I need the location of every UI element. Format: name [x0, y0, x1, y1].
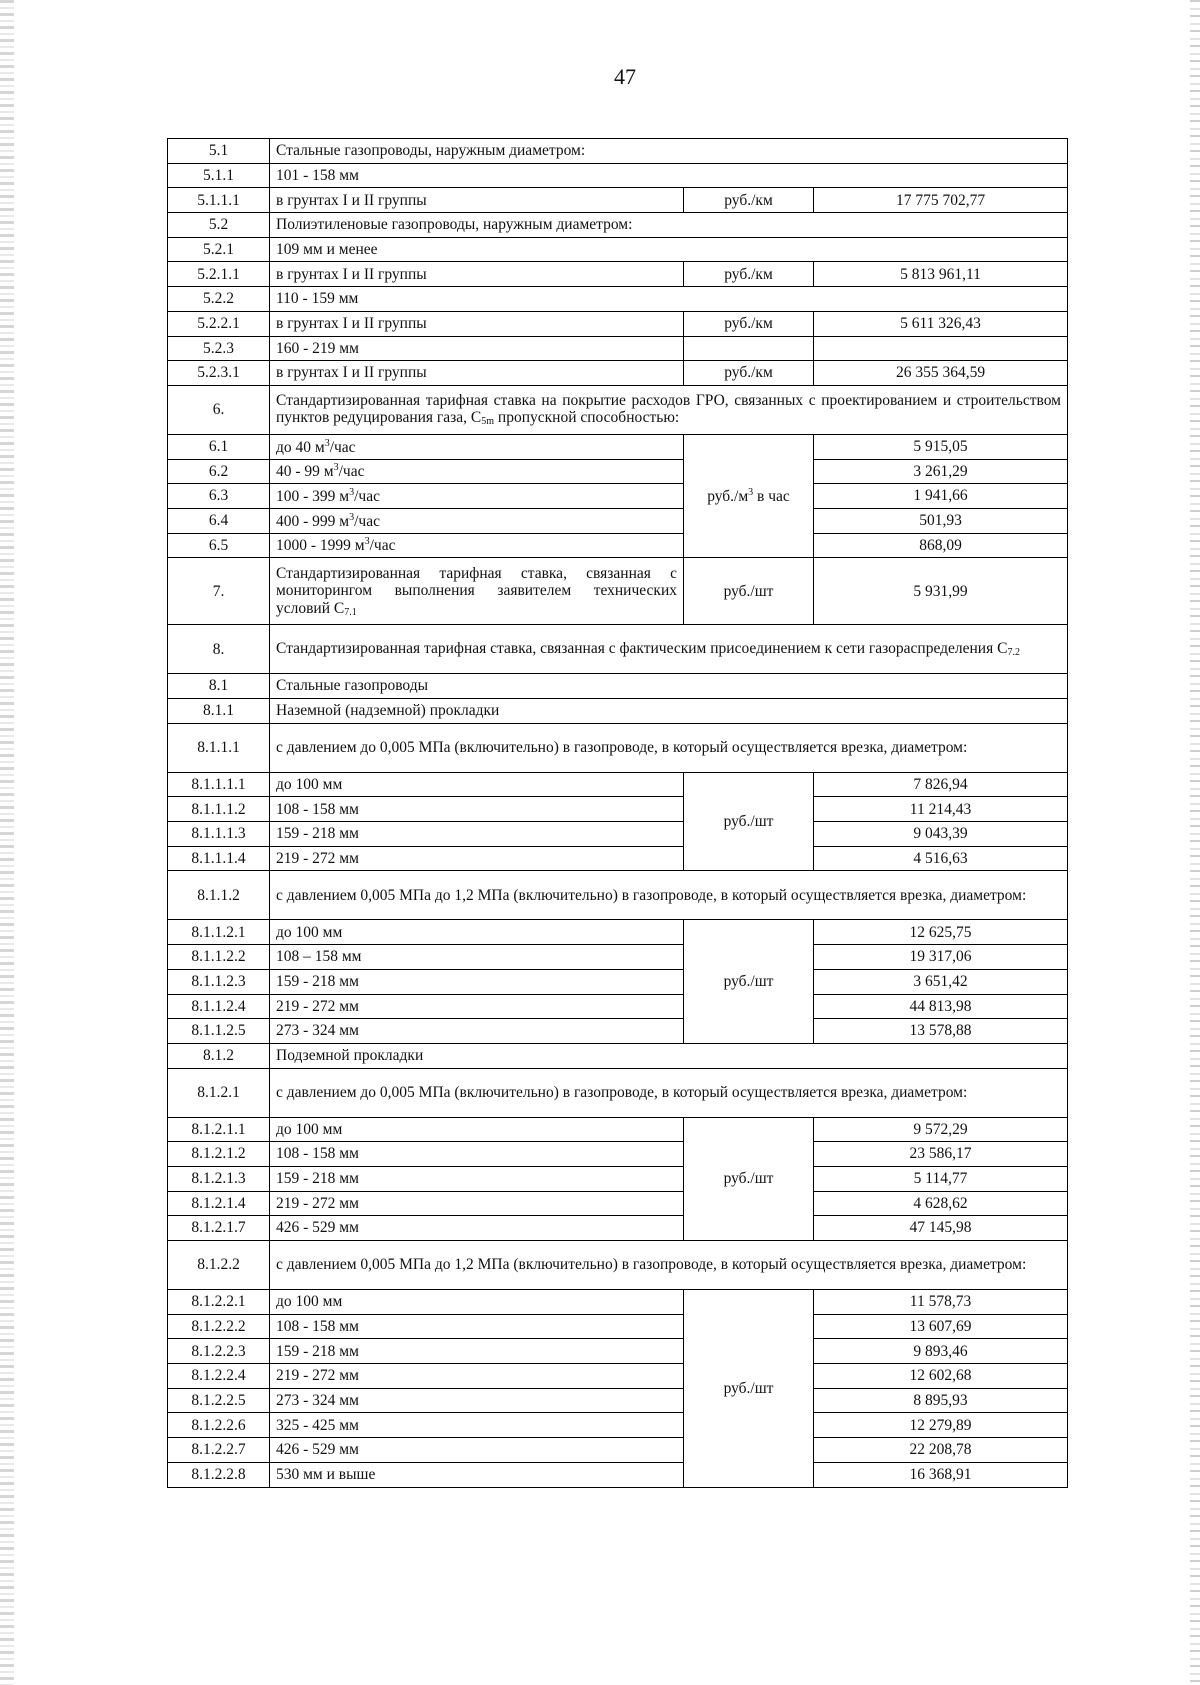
table-row	[168, 311, 1068, 336]
row-price: 868,09	[814, 533, 1068, 558]
row-price: 13 578,88	[814, 1019, 1068, 1044]
row-price: 26 355 364,59	[814, 361, 1068, 386]
table-row	[168, 1043, 1068, 1068]
row-price: 12 602,68	[814, 1364, 1068, 1389]
row-price: 5 114,77	[814, 1166, 1068, 1191]
row-unit: руб./км	[684, 262, 814, 287]
row-number: 8.1.2.1.3	[168, 1166, 270, 1191]
row-number: 8.1.1.2.5	[168, 1019, 270, 1044]
row-name: 159 - 218 мм	[270, 822, 684, 847]
row-number: 5.1	[168, 139, 270, 164]
row-name: 426 - 529 мм	[270, 1438, 684, 1463]
table-row	[168, 822, 1068, 847]
row-number: 8.1.2	[168, 1043, 270, 1068]
row-name: до 100 мм	[270, 920, 684, 945]
table-row	[168, 797, 1068, 822]
row-number: 8.1.2.1	[168, 1068, 270, 1117]
row-price: 12 279,89	[814, 1413, 1068, 1438]
row-number: 8.1.2.1.1	[168, 1117, 270, 1142]
merged-unit-cell: руб./шт	[684, 1117, 814, 1240]
row-price: 8 895,93	[814, 1388, 1068, 1413]
row-unit: руб./км	[684, 188, 814, 213]
row-number: 8.1.1.1.1	[168, 772, 270, 797]
row-number: 8.1.1.2	[168, 871, 270, 920]
table-row	[168, 139, 1068, 164]
row-number: 5.2	[168, 213, 270, 238]
row-price: 4 628,62	[814, 1191, 1068, 1216]
row-number: 8.1.2.1.2	[168, 1142, 270, 1167]
table-row	[168, 846, 1068, 871]
table-row	[168, 1290, 1068, 1315]
row-price: 16 368,91	[814, 1462, 1068, 1487]
merged-unit-cell: руб./шт	[684, 772, 814, 871]
row-name: с давлением до 0,005 МПа (включительно) в газопроводе, в который осуществляется врезка, диаметром:	[270, 723, 1068, 772]
row-number: 8.1.1.1.3	[168, 822, 270, 847]
row-price: 3 261,29	[814, 459, 1068, 484]
table-row	[168, 1166, 1068, 1191]
row-price: 5 611 326,43	[814, 311, 1068, 336]
scan-right-edge	[1190, 0, 1200, 1685]
table-row	[168, 533, 1068, 558]
row-price: 7 826,94	[814, 772, 1068, 797]
table-row	[168, 385, 1068, 434]
row-name: 273 - 324 мм	[270, 1388, 684, 1413]
row-name: до 40 $м^3$/час	[270, 434, 684, 459]
row-price	[814, 336, 1068, 361]
table-row	[168, 1388, 1068, 1413]
table-row	[168, 1117, 1068, 1142]
row-name: до 100 мм	[270, 772, 684, 797]
row-number: 8.1	[168, 674, 270, 699]
row-name: с давлением 0,005 МПа до 1,2 МПа (включительно) в газопроводе, в который осуществляется врезка, диаметром:	[270, 1241, 1068, 1290]
row-price: 13 607,69	[814, 1314, 1068, 1339]
row-price: 9 893,46	[814, 1339, 1068, 1364]
row-price: 501,93	[814, 508, 1068, 533]
table-row	[168, 1339, 1068, 1364]
row-name: 110 - 159 мм	[270, 287, 1068, 312]
table-row	[168, 871, 1068, 920]
table-row	[168, 1216, 1068, 1241]
table-row	[168, 188, 1068, 213]
page-number: 47	[614, 64, 636, 89]
row-name: в грунтах I и II группы	[270, 361, 684, 386]
row-number: 8.1.2.2.2	[168, 1314, 270, 1339]
row-number: 8.1.2.2.7	[168, 1438, 270, 1463]
row-price: 9 572,29	[814, 1117, 1068, 1142]
row-price: 12 625,75	[814, 920, 1068, 945]
row-name: 100 - 399 $м^3$/час	[270, 484, 684, 509]
row-price: 19 317,06	[814, 945, 1068, 970]
row-unit: руб./км	[684, 311, 814, 336]
row-name: 219 - 272 мм	[270, 846, 684, 871]
row-price: 11 578,73	[814, 1290, 1068, 1315]
row-unit: руб./км	[684, 361, 814, 386]
row-number: 6.3	[168, 484, 270, 509]
row-name: 109 мм и менее	[270, 237, 1068, 262]
table-row	[168, 920, 1068, 945]
table-row	[168, 723, 1068, 772]
row-price: 11 214,43	[814, 797, 1068, 822]
table-row	[168, 1364, 1068, 1389]
row-name: 1000 - 1999 $м^3$/час	[270, 533, 684, 558]
table-row	[168, 674, 1068, 699]
row-number: 5.2.3	[168, 336, 270, 361]
table-row	[168, 163, 1068, 188]
row-name: 108 - 158 мм	[270, 1314, 684, 1339]
row-price: 4 516,63	[814, 846, 1068, 871]
row-number: 5.2.2	[168, 287, 270, 312]
table-row	[168, 772, 1068, 797]
row-name: в грунтах I и II группы	[270, 262, 684, 287]
table-row	[168, 1462, 1068, 1487]
row-price: 1 941,66	[814, 484, 1068, 509]
row-name: 101 - 158 мм	[270, 163, 1068, 188]
row-name: 325 - 425 мм	[270, 1413, 684, 1438]
row-number: 8.1.1.1.4	[168, 846, 270, 871]
row-number: 5.2.1.1	[168, 262, 270, 287]
row-number: 5.2.1	[168, 237, 270, 262]
row-number: 8.1.1.2.2	[168, 945, 270, 970]
row-number: 8.1.2.2.6	[168, 1413, 270, 1438]
row-price: 44 813,98	[814, 994, 1068, 1019]
row-number: 8.	[168, 625, 270, 674]
row-name: Полиэтиленовые газопроводы, наружным диаметром:	[270, 213, 1068, 238]
row-name: с давлением до 0,005 МПа (включительно) в газопроводе, в который осуществляется врезка, диаметром:	[270, 1068, 1068, 1117]
row-name: 400 - 999 $м^3$/час	[270, 508, 684, 533]
row-number: 8.1.1.2.4	[168, 994, 270, 1019]
row-number: 8.1.2.2.3	[168, 1339, 270, 1364]
tariff-table	[167, 138, 1068, 1488]
row-name: 219 - 272 мм	[270, 994, 684, 1019]
merged-unit-cell: руб./шт	[684, 920, 814, 1043]
row-name: 219 - 272 мм	[270, 1191, 684, 1216]
row-number: 8.1.2.2.4	[168, 1364, 270, 1389]
table-row	[168, 287, 1068, 312]
table-row	[168, 237, 1068, 262]
table-row	[168, 625, 1068, 674]
row-name: 108 - 158 мм	[270, 797, 684, 822]
table-row	[168, 1413, 1068, 1438]
row-name: 159 - 218 мм	[270, 1339, 684, 1364]
row-number: 8.1.2.2.1	[168, 1290, 270, 1315]
row-name: 108 – 158 мм	[270, 945, 684, 970]
row-name: в грунтах I и II группы	[270, 188, 684, 213]
table-row	[168, 558, 1068, 625]
table-row	[168, 1241, 1068, 1290]
row-number: 5.2.2.1	[168, 311, 270, 336]
table-row	[168, 1438, 1068, 1463]
row-price: 9 043,39	[814, 822, 1068, 847]
table-row	[168, 1142, 1068, 1167]
row-name: 530 мм и выше	[270, 1462, 684, 1487]
row-name: Стальные газопроводы, наружным диаметром:	[270, 139, 1068, 164]
table-row	[168, 213, 1068, 238]
row-name: Подземной прокладки	[270, 1043, 1068, 1068]
row-number: 7.	[168, 558, 270, 625]
row-price: 23 586,17	[814, 1142, 1068, 1167]
table-row	[168, 336, 1068, 361]
row-unit	[684, 336, 814, 361]
row-number: 8.1.2.2.8	[168, 1462, 270, 1487]
row-number: 5.1.1	[168, 163, 270, 188]
row-name: 160 - 219 мм	[270, 336, 684, 361]
row-name: Наземной (надземной) прокладки	[270, 699, 1068, 724]
row-name: 426 - 529 мм	[270, 1216, 684, 1241]
row-number: 8.1.1.2.1	[168, 920, 270, 945]
row-name: 273 - 324 мм	[270, 1019, 684, 1044]
row-number: 6.1	[168, 434, 270, 459]
table-row	[168, 1191, 1068, 1216]
table-row	[168, 699, 1068, 724]
row-number: 6.	[168, 385, 270, 434]
row-price: 5 931,99	[814, 558, 1068, 625]
table-row	[168, 434, 1068, 459]
row-number: 8.1.2.2.5	[168, 1388, 270, 1413]
row-number: 8.1.1.1	[168, 723, 270, 772]
row-number: 8.1.1.1.2	[168, 797, 270, 822]
row-name: Стальные газопроводы	[270, 674, 1068, 699]
merged-unit-cell: $руб./м^3$ в час	[684, 434, 814, 557]
row-name: до 100 мм	[270, 1117, 684, 1142]
row-name: до 100 мм	[270, 1290, 684, 1315]
row-price: 5 915,05	[814, 434, 1068, 459]
table-row	[168, 969, 1068, 994]
row-price: 47 145,98	[814, 1216, 1068, 1241]
row-price: 22 208,78	[814, 1438, 1068, 1463]
scan-left-edge	[0, 0, 14, 1685]
row-number: 6.4	[168, 508, 270, 533]
table-row	[168, 508, 1068, 533]
row-number: 5.1.1.1	[168, 188, 270, 213]
table-row	[168, 361, 1068, 386]
row-name: Стандартизированная тарифная ставка на покрытие расходов ГРО, связанных с проектированием и строительством пунктов редуцирования газа, $C_{5m}$ пропускной способностью:	[270, 385, 1068, 434]
row-unit: руб./шт	[684, 558, 814, 625]
row-name: в грунтах I и II группы	[270, 311, 684, 336]
row-number: 8.1.2.1.7	[168, 1216, 270, 1241]
row-name: 108 - 158 мм	[270, 1142, 684, 1167]
table-row	[168, 459, 1068, 484]
table-row	[168, 1019, 1068, 1044]
row-name: Стандартизированная тарифная ставка, связанная с мониторингом выполнения заявителем технических условий $C_{7.1}$	[270, 558, 684, 625]
table-row	[168, 262, 1068, 287]
row-name: 219 - 272 мм	[270, 1364, 684, 1389]
row-number: 5.2.3.1	[168, 361, 270, 386]
row-name: 40 - 99 $м^3$/час	[270, 459, 684, 484]
table-row	[168, 484, 1068, 509]
row-number: 8.1.2.2	[168, 1241, 270, 1290]
row-number: 6.5	[168, 533, 270, 558]
row-price: 3 651,42	[814, 969, 1068, 994]
row-number: 6.2	[168, 459, 270, 484]
table-row	[168, 994, 1068, 1019]
merged-unit-cell: руб./шт	[684, 1290, 814, 1488]
row-number: 8.1.2.1.4	[168, 1191, 270, 1216]
table-row	[168, 945, 1068, 970]
row-name: 159 - 218 мм	[270, 1166, 684, 1191]
row-price: 17 775 702,77	[814, 188, 1068, 213]
row-number: 8.1.1	[168, 699, 270, 724]
row-name: 159 - 218 мм	[270, 969, 684, 994]
row-price: 5 813 961,11	[814, 262, 1068, 287]
table-row	[168, 1068, 1068, 1117]
table-row	[168, 1314, 1068, 1339]
row-name: Стандартизированная тарифная ставка, связанная с фактическим присоединением к сети газораспределения $C_{7.2}$	[270, 625, 1068, 674]
row-number: 8.1.1.2.3	[168, 969, 270, 994]
row-name: с давлением 0,005 МПа до 1,2 МПа (включительно) в газопроводе, в который осуществляется врезка, диаметром:	[270, 871, 1068, 920]
